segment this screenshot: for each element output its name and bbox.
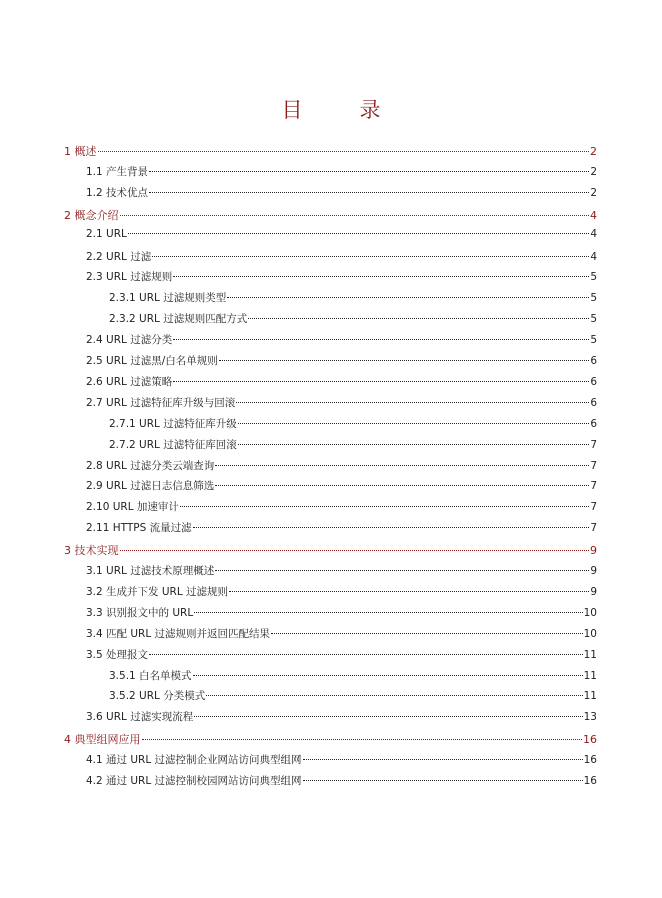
toc-entry-label: 2.2 URL 过滤 bbox=[86, 250, 152, 263]
toc-entry[interactable] bbox=[86, 499, 597, 514]
toc-dot-leader bbox=[303, 759, 583, 760]
toc-entry-page-number: 11 bbox=[583, 648, 597, 661]
toc-entry[interactable] bbox=[86, 584, 597, 599]
toc-entry[interactable] bbox=[86, 269, 597, 284]
toc-entry-page-number: 9 bbox=[590, 585, 597, 598]
toc-entry-label: 2.6 URL 过滤策略 bbox=[86, 375, 173, 388]
toc-entry-label: 1 概述 bbox=[64, 145, 97, 158]
toc-entry-page-number: 5 bbox=[590, 334, 597, 347]
toc-entry[interactable] bbox=[86, 332, 597, 347]
toc-entry-page-number: 16 bbox=[583, 775, 597, 787]
toc-dot-leader bbox=[149, 654, 583, 655]
toc-dot-leader bbox=[152, 256, 589, 257]
toc-entry[interactable] bbox=[109, 437, 597, 452]
toc-dot-leader bbox=[215, 485, 589, 486]
toc-entry[interactable] bbox=[64, 731, 597, 747]
toc-dot-leader bbox=[173, 339, 589, 340]
toc-dot-leader bbox=[271, 633, 583, 634]
toc-entry-page-number: 5 bbox=[590, 313, 597, 326]
toc-entry-label: 2.7.2 URL 过滤特征库回滚 bbox=[109, 438, 237, 451]
toc-entry[interactable] bbox=[109, 416, 597, 431]
toc-dot-leader bbox=[229, 591, 589, 592]
toc-entry-page-number: 2 bbox=[590, 165, 597, 178]
toc-entry-page-number: 4 bbox=[590, 208, 597, 222]
toc-entry-label: 1.2 技术优点 bbox=[86, 186, 149, 199]
toc-entry-label: 3.3 识别报文中的 URL bbox=[86, 606, 194, 619]
toc-entry-label: 4.2 通过 URL 过滤控制校园网站访问典型组网 bbox=[86, 775, 302, 787]
toc-dot-leader bbox=[173, 381, 589, 382]
toc-entry-page-number: 6 bbox=[590, 375, 597, 388]
toc-entry-label: 3.5.2 URL 分类模式 bbox=[109, 690, 206, 703]
toc-entry-page-number: 4 bbox=[590, 250, 597, 263]
toc-dot-leader bbox=[236, 402, 589, 403]
toc-entry-page-number: 2 bbox=[590, 186, 597, 199]
toc-entry-label: 3.4 匹配 URL 过滤规则并返回匹配结果 bbox=[86, 627, 271, 640]
toc-entry-label: 2.10 URL 加速审计 bbox=[86, 501, 179, 514]
toc-dot-leader bbox=[194, 612, 582, 613]
toc-dot-leader bbox=[238, 444, 590, 445]
toc-entry-page-number: 6 bbox=[590, 396, 597, 409]
toc-dot-leader bbox=[206, 695, 582, 696]
toc-entry-label: 2.3 URL 过滤规则 bbox=[86, 271, 173, 284]
toc-entry-page-number: 9 bbox=[590, 565, 597, 577]
toc-entry-label: 3.5 处理报文 bbox=[86, 648, 149, 661]
toc-entry-page-number: 5 bbox=[590, 271, 597, 284]
toc-entry-label: 3.2 生成并下发 URL 过滤规则 bbox=[86, 585, 229, 598]
toc-entry-label: 1.1 产生背景 bbox=[86, 165, 149, 178]
toc-dot-leader bbox=[248, 318, 589, 319]
toc-entry[interactable] bbox=[86, 752, 597, 767]
toc-entry[interactable] bbox=[86, 605, 597, 620]
toc-entry-page-number: 5 bbox=[590, 292, 597, 305]
toc-entry-page-number: 11 bbox=[583, 690, 597, 703]
toc-entry-page-number: 10 bbox=[583, 627, 597, 640]
toc-entry-label: 2.3.2 URL 过滤规则匹配方式 bbox=[109, 313, 248, 326]
toc-entry-page-number: 4 bbox=[590, 227, 597, 240]
toc-dot-leader bbox=[227, 297, 589, 298]
toc-entry[interactable] bbox=[86, 773, 597, 788]
toc-entry-page-number: 13 bbox=[583, 711, 597, 724]
toc-dot-leader bbox=[215, 570, 589, 571]
toc-entry-label: 3 技术实现 bbox=[64, 544, 119, 558]
toc-entry-label: 4 典型组网应用 bbox=[64, 733, 141, 747]
toc-entry[interactable] bbox=[64, 542, 597, 558]
toc-entry[interactable] bbox=[86, 709, 597, 724]
toc-dot-leader bbox=[173, 276, 589, 277]
toc-entry-label: 2.11 HTTPS 流量过滤 bbox=[86, 522, 192, 535]
toc-dot-leader bbox=[149, 171, 589, 172]
toc-dot-leader bbox=[238, 423, 590, 424]
toc-entry-page-number: 7 bbox=[590, 501, 597, 514]
toc-entry-page-number: 11 bbox=[583, 669, 597, 682]
toc-dot-leader bbox=[128, 233, 589, 234]
toc-entry[interactable] bbox=[64, 207, 597, 223]
toc-dot-leader bbox=[180, 506, 589, 507]
toc-entry[interactable] bbox=[86, 164, 597, 179]
toc-entry-label: 2.7.1 URL 过滤特征库升级 bbox=[109, 417, 237, 430]
toc-entry-page-number: 16 bbox=[583, 733, 597, 747]
toc-entry[interactable] bbox=[86, 249, 597, 264]
toc-entry[interactable] bbox=[86, 185, 597, 200]
toc-entry-page-number: 7 bbox=[590, 522, 597, 535]
toc-entry-page-number: 7 bbox=[590, 438, 597, 451]
toc-entry-page-number: 7 bbox=[590, 459, 597, 472]
toc-entry-label: 2.4 URL 过滤分类 bbox=[86, 334, 173, 347]
toc-entry-label: 2.3.1 URL 过滤规则类型 bbox=[109, 292, 227, 305]
toc-entry-page-number: 6 bbox=[590, 417, 597, 430]
toc-dot-leader bbox=[303, 780, 583, 781]
toc-dot-leader bbox=[193, 527, 590, 528]
toc-entry[interactable] bbox=[86, 395, 597, 410]
toc-entry-label: 3.1 URL 过滤技术原理概述 bbox=[86, 565, 215, 577]
toc-entry[interactable] bbox=[86, 563, 597, 578]
toc-dot-leader bbox=[98, 151, 590, 152]
toc-entry[interactable] bbox=[109, 668, 597, 683]
toc-entry[interactable] bbox=[86, 458, 597, 473]
toc-entry[interactable] bbox=[86, 478, 597, 493]
toc-dot-leader bbox=[142, 739, 583, 740]
toc-entry-label: 4.1 通过 URL 过滤控制企业网站访问典型组网 bbox=[86, 754, 302, 767]
toc-dot-leader bbox=[120, 215, 590, 216]
toc-entry[interactable] bbox=[64, 143, 597, 159]
toc-dot-leader bbox=[215, 465, 589, 466]
toc-entry-page-number: 16 bbox=[583, 754, 597, 767]
toc-title: 目 录 bbox=[281, 98, 399, 122]
toc-entry[interactable] bbox=[86, 228, 597, 240]
toc-entry[interactable] bbox=[109, 311, 597, 326]
toc-entry-page-number: 9 bbox=[590, 544, 597, 558]
toc-entry-page-number: 6 bbox=[590, 355, 597, 367]
toc-entry[interactable] bbox=[86, 647, 597, 662]
toc-entry-label: 2.7 URL 过滤特征库升级与回滚 bbox=[86, 396, 236, 409]
toc-entry-page-number: 2 bbox=[590, 145, 597, 158]
toc-entry-label: 2.5 URL 过滤黑/白名单规则 bbox=[86, 355, 218, 367]
toc-entry[interactable] bbox=[86, 626, 597, 641]
toc-dot-leader bbox=[219, 360, 590, 361]
toc-entry[interactable] bbox=[109, 290, 597, 305]
toc-entry[interactable] bbox=[86, 374, 597, 389]
toc-entry[interactable] bbox=[86, 520, 597, 535]
toc-dot-leader bbox=[149, 192, 589, 193]
toc-entry-label: 2.8 URL 过滤分类云端查询 bbox=[86, 459, 215, 472]
toc-dot-leader bbox=[194, 716, 582, 717]
toc-dot-leader bbox=[120, 550, 590, 551]
toc-entry-page-number: 10 bbox=[583, 606, 597, 619]
toc-entry[interactable] bbox=[86, 353, 597, 368]
toc-entry-label: 2.9 URL 过滤日志信息筛选 bbox=[86, 480, 215, 493]
toc-dot-leader bbox=[193, 675, 583, 676]
toc-entry-label: 3.6 URL 过滤实现流程 bbox=[86, 711, 194, 724]
toc-entry[interactable] bbox=[109, 688, 597, 703]
toc-entry-label: 2.1 URL bbox=[86, 227, 127, 240]
toc-entry-page-number: 7 bbox=[590, 480, 597, 493]
toc-entry-label: 3.5.1 白名单模式 bbox=[109, 669, 192, 682]
toc-entry-label: 2 概念介绍 bbox=[64, 208, 119, 222]
